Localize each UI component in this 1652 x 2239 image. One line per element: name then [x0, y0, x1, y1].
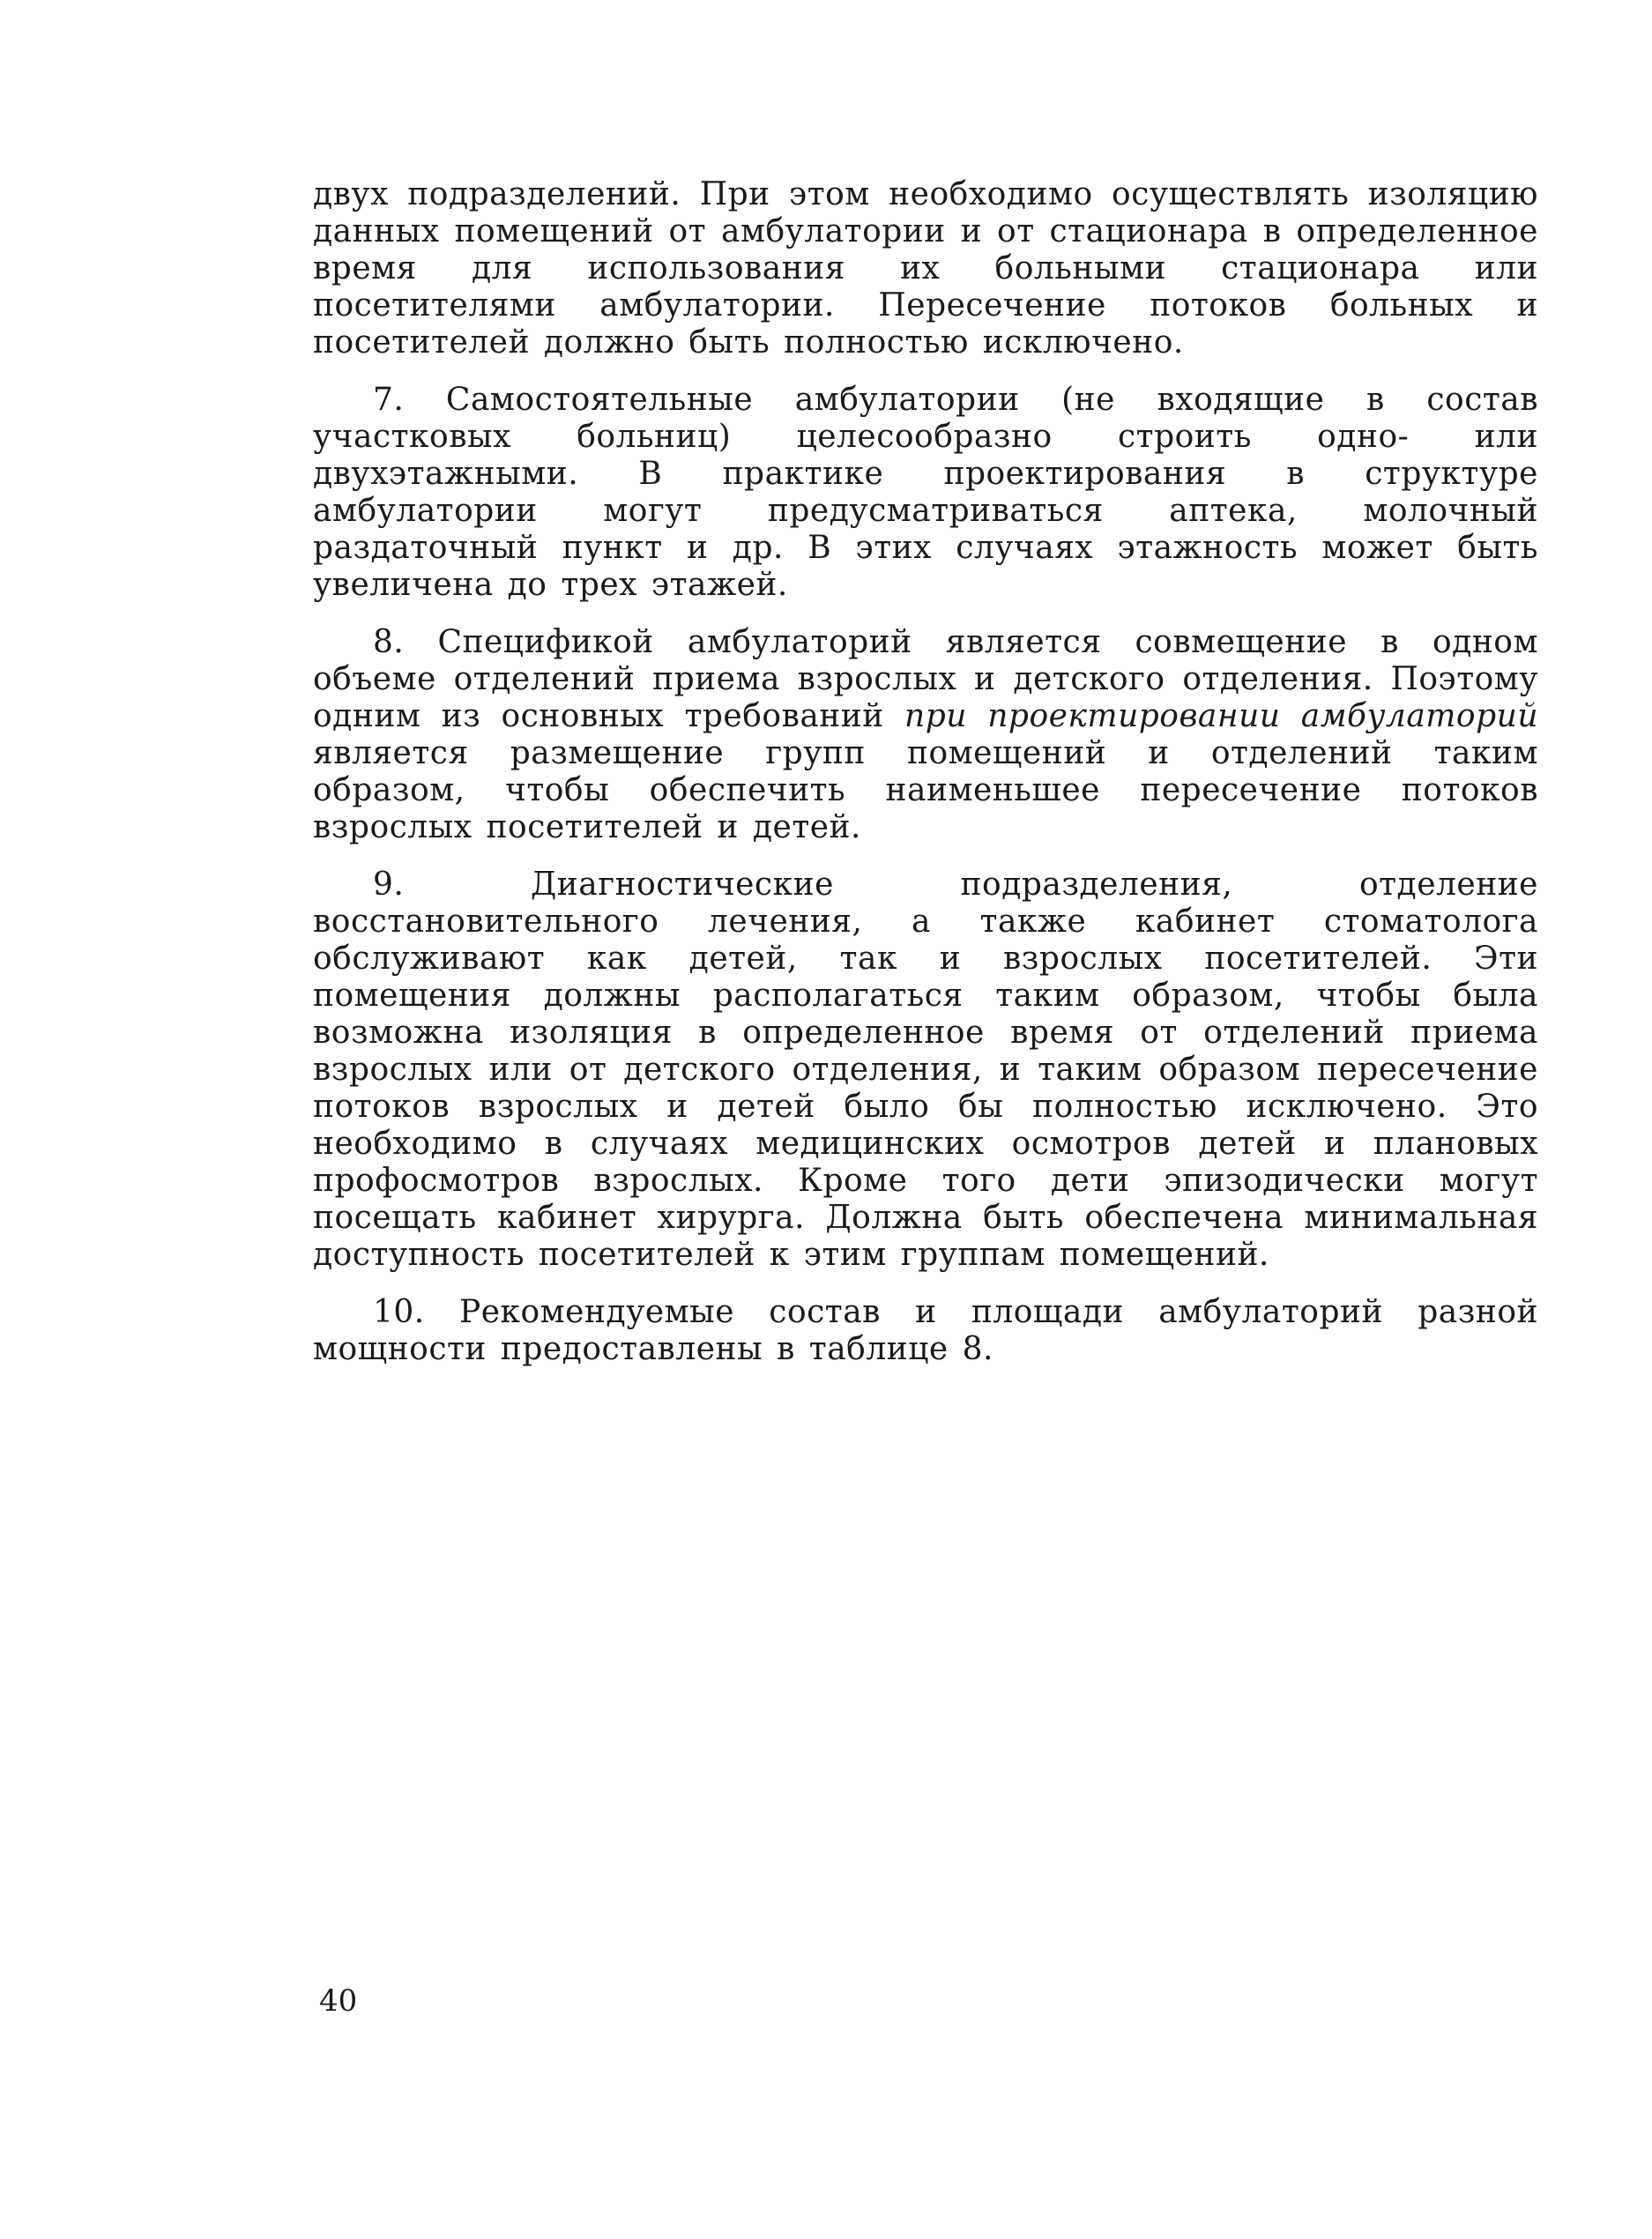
- page-number: 40: [319, 1983, 358, 2019]
- paragraph-8: [313, 624, 1538, 846]
- paragraph-8-text-start: 8. Спецификой амбулаторий является совмещение в одном объеме отделений приема взрослых и детского отделения. Поэтому одним из основных требований: [313, 624, 1538, 734]
- paragraph-continuation: двух подразделений. При этом необходимо осуществлять изоляцию данных помещений от амбулатории и от стационара в определенное время для использования их больными стационара или посетителями амбулатории. Пересечение потоков больных и посетителей должно быть полностью исключено.: [313, 176, 1538, 361]
- paragraph-10: 10. Рекомендуемые состав и площади амбулаторий разной мощности предоставлены в таблице 8.: [313, 1294, 1538, 1367]
- paragraph-8-text-end: является размещение групп помещений и отделений таким образом, чтобы обеспечить наименьшее пересечение потоков взрослых посетителей и детей.: [313, 735, 1538, 845]
- paragraph-8-emphasis: при проектировании амбулаторий: [904, 698, 1539, 734]
- body-text: [313, 176, 1538, 1388]
- paragraph-9: 9. Диагностические подразделения, отделение восстановительного лечения, а также кабинет стоматолога обслуживают как детей, так и взрослых посетителей. Эти помещения должны располагаться таким образом, чтобы была возможна изоляция в определенное время от отделений приема взрослых или от детского отделения, и таким образом пересечение потоков взрослых и детей было бы полностью исключено. Это необходимо в случаях медицинских осмотров детей и плановых профосмотров взрослых. Кроме того дети эпизодически могут посещать кабинет хирурга. Должна быть обеспечена минимальная доступность посетителей к этим группам помещений.: [313, 867, 1538, 1273]
- paragraph-7: 7. Самостоятельные амбулатории (не входящие в состав участковых больниц) целесообразно строить одно- или двухэтажными. В практике проектирования в структуре амбулатории могут предусматриваться аптека, молочный раздаточный пункт и др. В этих случаях этажность может быть увеличена до трех этажей.: [313, 382, 1538, 603]
